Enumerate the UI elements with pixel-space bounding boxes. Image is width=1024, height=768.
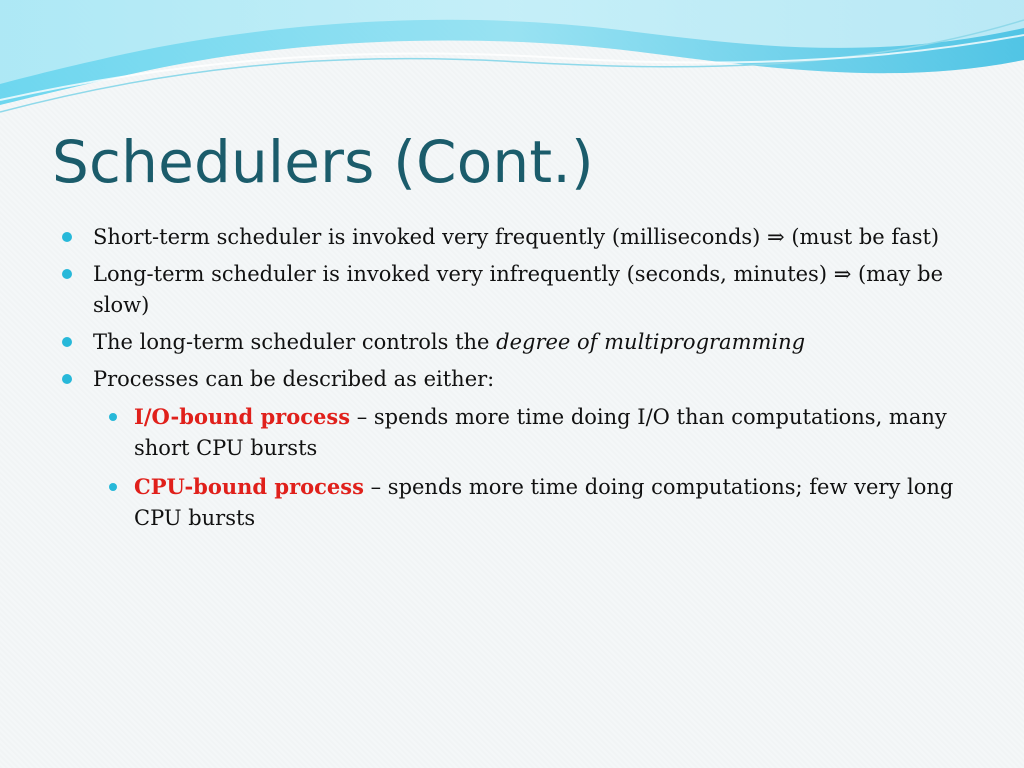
bullet-dot-icon bbox=[62, 374, 72, 384]
bullet-dot-icon bbox=[62, 269, 72, 279]
sub-bullet-cpu-bound bbox=[62, 471, 962, 534]
bullet-text: Short-term scheduler is invoked very frequently (milliseconds) bbox=[93, 225, 768, 249]
bullet-item-multiprogramming bbox=[62, 327, 962, 358]
bullet-item-process-types bbox=[62, 364, 962, 395]
sub-bullet-io-bound bbox=[62, 401, 962, 464]
bullet-text: Processes can be described as either: bbox=[93, 367, 495, 391]
slide-title: Schedulers (Cont.) bbox=[52, 128, 594, 196]
term-highlight: I/O-bound process bbox=[134, 404, 351, 429]
header-wave-decoration bbox=[0, 0, 1024, 120]
bullet-dot-icon bbox=[62, 337, 72, 347]
bullet-text: The long-term scheduler controls the bbox=[93, 330, 497, 354]
term-description: – spends more time doing I/O than computations, many short CPU bursts bbox=[134, 405, 947, 460]
bullet-text: Long-term scheduler is invoked very infrequently (seconds, minutes) bbox=[93, 262, 834, 286]
sub-bullet-dot-icon bbox=[109, 483, 117, 491]
bullet-list bbox=[62, 222, 962, 541]
bullet-text-continued: (may be slow) bbox=[93, 262, 944, 317]
bullet-text-continued: (must be fast) bbox=[784, 225, 940, 249]
bullet-item-long-term bbox=[62, 259, 962, 321]
bullet-item-short-term bbox=[62, 222, 962, 253]
term-highlight: CPU-bound process bbox=[134, 474, 364, 499]
sub-bullet-dot-icon bbox=[109, 413, 117, 421]
emphasis-text: degree of multiprogramming bbox=[496, 330, 806, 354]
bullet-dot-icon bbox=[62, 232, 72, 242]
implies-arrow-icon: ⇒ bbox=[767, 225, 785, 249]
term-description: – spends more time doing computations; few very long CPU bursts bbox=[134, 475, 954, 530]
implies-arrow-icon: ⇒ bbox=[833, 262, 852, 286]
